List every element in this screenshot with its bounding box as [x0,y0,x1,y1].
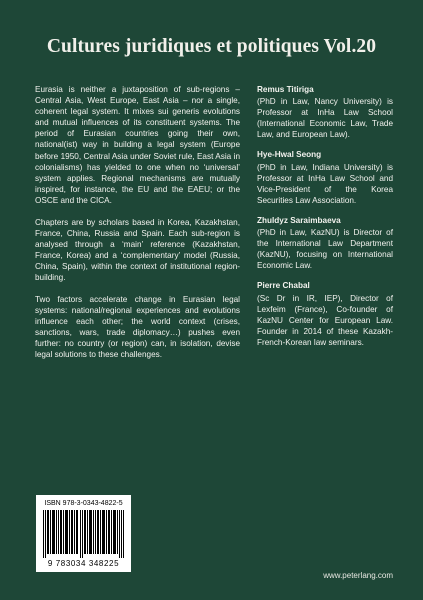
author-entry [257,149,393,205]
barcode-icon [43,510,124,558]
isbn-barcode [36,495,131,572]
author-name: Hye-Hwal Seong [257,150,322,160]
isbn-label: ISBN 978-3-0343-4822-5 [44,500,123,507]
author-bio: (Sc Dr in IR, IEP), Director of Lexfeim (France), Co-founder of KazNU Center for European Law. Founder in 2014 of these Kazakh-French-Korean law seminars. [257,293,393,347]
author-bio: (PhD in Law, KazNU) is Director of the International Law Department (KazNU), focusing on International Economic Law. [257,228,393,271]
author-bio: (PhD in Law, Indiana University) is Professor at InHa Law School and Vice-President of the Korea Securities Law Association. [257,162,393,205]
author-name: Pierre Chabal [257,281,310,291]
author-entry [257,215,393,271]
publisher-website[interactable]: www.peterlang.com [323,571,393,580]
author-bio: (PhD in Law, Nancy University) is Professor at InHa Law School (International Economic Law, Trade Law, and European Law). [257,97,393,140]
author-entry [257,280,393,348]
book-description [35,84,240,371]
description-paragraph-3: Two factors accelerate change in Eurasian legal systems: national/regional experiences and evolutions influence each other; the world context (crises, sanctions, wars, trade diplomacy…) pushes even further: no country (or region) can, in isolation, devise legal solutions to these challenges. [35,294,240,360]
author-name: Remus Titiriga [257,85,314,94]
description-paragraph-1: Eurasia is neither a juxtaposition of sub-regions – Central Asia, West Europe, East Asia – nor a single, coherent legal system. It mixes sui generis evolutions and mutual influences of its constituent systems. The period of Eurasian countries going their own, national(ist) way in building a legal system (Europe before 1950, Central Asia under Soviet rule, East Asia in colonialisms) has yielded to one when no ‘universal’ system applies. Regional mechanisms are mutually inspired, for instance, the EU and the EAEU; or the OSCE and the CICA. [35,85,240,205]
barcode-digits: 9 783034 348225 [47,559,120,568]
author-entry [257,84,393,140]
description-paragraph-2: Chapters are by scholars based in Korea, Kazakhstan, France, China, Russia and Spain. Each sub-region is analysed through a ‘main’ reference (Kazakhstan, France, Korea) and a ‘complementary’ model (Russia, China, Spain), within the context of institutional region-building. [35,217,240,282]
author-name: Zhuldyz Saraimbaeva [257,215,341,225]
series-title: Cultures juridiques et politiques Vol.20 [46,36,377,57]
author-bios [257,84,393,357]
